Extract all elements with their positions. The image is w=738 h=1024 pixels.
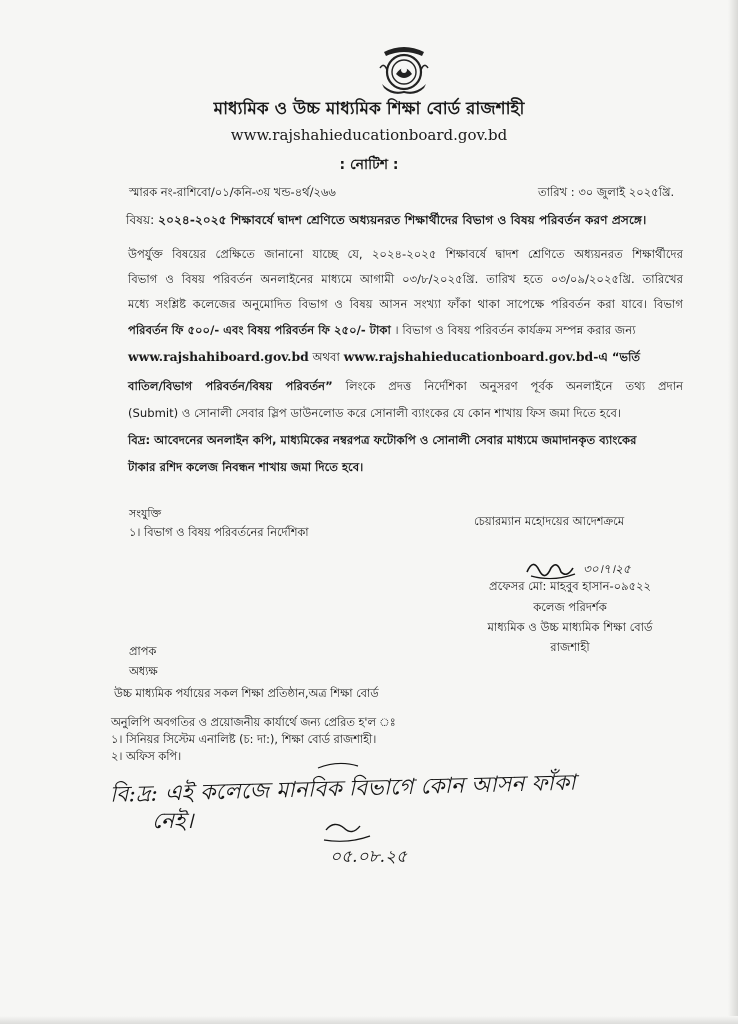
body-line-2: বিভাগ ও বিষয় পরিবর্তন অনলাইনের মাধ্যমে আগামী ০৩/৮/২০২৫খ্রি. তারিখ হতে ০৩/০৯/২০২৫খ্রি. তারিখের [128, 272, 683, 286]
signer-board: মাধ্যমিক ও উচ্চ মাধ্যমিক শিক্ষা বোর্ড [487, 620, 653, 634]
body-line-6-rest: লিংকে প্রদত্ত নির্দেশিকা অনুসরণ পূর্বক অনলাইনে তথ্য প্রদান [332, 379, 683, 393]
attachment-label: সংযুক্তি [129, 507, 162, 520]
body-line-4 [128, 322, 683, 341]
signer-designation: কলেজ পরিদর্শক [533, 600, 607, 614]
memo-date: তারিখ : ৩০ জুলাই ২০২৫খ্রি. [538, 185, 675, 199]
order-text: চেয়ারম্যান মহোদয়ের আদেশক্রমে [474, 514, 625, 528]
board-seal-logo [378, 44, 430, 94]
signature-date: ৩০।৭।২৫ [583, 562, 631, 576]
body-line-4-rest: । বিভাগ ও বিষয় পরিবর্তন কার্যক্রম সম্পন্ন করার জন্য [390, 323, 636, 337]
link-label-text: বাতিল/বিভাগ পরিবর্তন/বিষয় পরিবর্তন” [128, 379, 333, 393]
memo-number: স্মারক নং-রাশিবো/০১/কনি-৩য় খন্ড-৪র্থ/২৬৬ [129, 185, 336, 199]
subject-text: ২০২৪-২০২৫ শিক্ষাবর্ষে দ্বাদশ শ্রেণিতে অধ্যয়নরত শিক্ষার্থীদের বিভাগ ও বিষয় পরিবর্তন করণ প্রসঙ্গে। [158, 213, 647, 227]
page-edge-shadow-bottom [0, 1016, 738, 1024]
copies-intro: অনুলিপি অবগতির ও প্রয়োজনীয় কার্যার্থে জন্য প্রেরিত হ'ল ঃ [111, 716, 396, 729]
board-name-heading: মাধ্যমিক ও উচ্চ মাধ্যমিক শিক্ষা বোর্ড রাজশাহী [213, 99, 525, 119]
recipient-title: অধ্যক্ষ [129, 665, 158, 678]
fee-amounts: পরিবর্তন ফি ৫০০/- এবং বিষয় পরিবর্তন ফি ২৫০/- টাকা [128, 323, 391, 337]
handwritten-date: ০৫.০৮.২৫ [330, 847, 408, 867]
body-line-1: উপর্যুক্ত বিষয়ের প্রেক্ষিতে জানানো যাচ্ছে যে, ২০২৪-২০২৫ শিক্ষাবর্ষে দ্বাদশ শ্রেণিতে অধ্যয়নরত শিক্ষার্থীদের [128, 247, 683, 261]
note-line-2: টাকার রশিদ কলেজ নিবন্ধন শাখায় জমা দিতে হবে। [128, 460, 364, 474]
notice-title: : নোটিশ : [339, 157, 399, 173]
recipient-label: প্রাপক [129, 645, 157, 658]
signer-name: প্রফেসর মো: মাহবুব হাসান-০৯৫২২ [488, 579, 651, 593]
body-line-7: (Submit) ও সোনালী সেবার স্লিপ ডাউনলোড করে সোনালী ব্যাংকের যে কোন শাখায় ফিস জমা দিতে হবে। [128, 406, 622, 420]
body-line-6 [128, 378, 683, 397]
board-website: www.rajshahieducationboard.gov.bd [230, 126, 508, 144]
link-separator: অথবা [308, 350, 344, 364]
link-rajshahiboard[interactable]: www.rajshahiboard.gov.bd [128, 349, 309, 364]
body-line-5 [128, 349, 683, 369]
subject-prefix: বিষয়: [126, 213, 159, 227]
signer-city: রাজশাহী [550, 640, 590, 654]
body-line-5-rest: “ভর্তি [607, 350, 641, 364]
handwritten-line-1: বি:দ্র: এই কলেজে মানবিক বিভাগে কোন আসন ফাঁকা [109, 770, 576, 808]
recipient-institutions: উচ্চ মাধ্যমিক পর্যায়ের সকল শিক্ষা প্রতিষ্ঠান,অত্র শিক্ষা বোর্ড [114, 687, 379, 700]
note-line-1: বিদ্র: আবেদনের অনলাইন কপি, মাধ্যমিকের নম্বরপত্র ফটোকপি ও সোনালী সেবার মাধ্যমে জমাদানকৃত ব্যাংকের [128, 433, 637, 447]
attachment-item: ১। বিভাগ ও বিষয় পরিবর্তনের নির্দেশিকা [129, 526, 309, 539]
copy-item-2: ২। অফিস কপি। [111, 750, 182, 763]
copy-item-1: ১। সিনিয়র সিস্টেম এনালিষ্ট (চ: দা:), শিক্ষা বোর্ড রাজশাহী। [111, 733, 377, 746]
subject-line [126, 212, 686, 232]
body-line-3: মধ্যে সংশ্লিষ্ট কলেজের অনুমোদিত বিভাগ ও বিষয় আসন সংখ্যা ফাঁকা থাকা সাপেক্ষে পরিবর্তন করা যাবে। বিভাগ [128, 297, 683, 311]
link-rajshahieducationboard[interactable]: www.rajshahieducationboard.gov.bd-এ [343, 349, 608, 364]
handwritten-note [108, 758, 708, 898]
handwritten-line-2: নেই। [152, 809, 194, 834]
